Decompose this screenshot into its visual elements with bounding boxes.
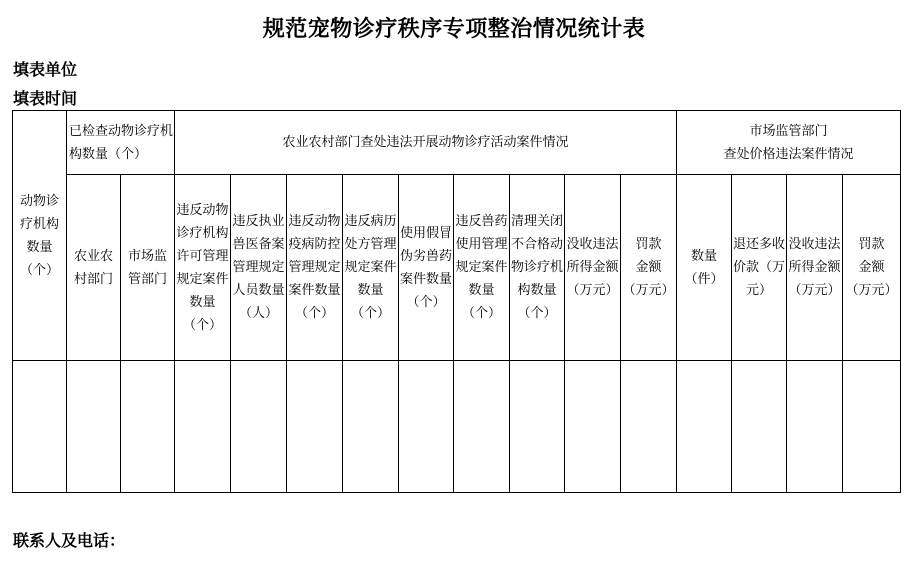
data-cell[interactable]: [67, 361, 121, 493]
header-agri-dept: 农业农村部门: [67, 175, 121, 361]
data-cell[interactable]: [843, 361, 901, 493]
data-cell[interactable]: [399, 361, 454, 493]
data-cell[interactable]: [287, 361, 343, 493]
header-market-cases-group: 市场监管部门 查处价格违法案件情况: [677, 111, 901, 175]
header-epidemic-control: 违反动物疫病防控管理规定案件数量（个）: [287, 175, 343, 361]
data-cell[interactable]: [732, 361, 787, 493]
filling-unit-label: 填表单位: [13, 60, 78, 79]
header-agri-fine: 罚款 金额 （万元）: [621, 175, 677, 361]
header-checked-clinics-group: 已检查动物诊疗机构数量（个）: [67, 111, 175, 175]
data-cell[interactable]: [343, 361, 399, 493]
header-fake-drugs: 使用假冒伪劣兽药案件数量（个）: [399, 175, 454, 361]
header-agri-cases-group: 农业农村部门查处违法开展动物诊疗活动案件情况: [175, 111, 677, 175]
header-vet-drug-use: 违反兽药使用管理规定案件数量（个）: [454, 175, 510, 361]
header-vet-registration: 违反执业兽医备案管理规定人员数量（人）: [231, 175, 287, 361]
header-market-dept: 市场监管部门: [121, 175, 175, 361]
data-cell[interactable]: [787, 361, 843, 493]
filling-time-label: 填表时间: [13, 89, 78, 108]
header-market-count: 数量 （件）: [677, 175, 732, 361]
data-cell[interactable]: [175, 361, 231, 493]
table-row: [13, 361, 901, 493]
data-cell[interactable]: [677, 361, 732, 493]
header-animal-clinic-count: 动物诊疗机构数量（个）: [13, 111, 67, 361]
data-cell[interactable]: [454, 361, 510, 493]
header-market-confiscated: 没收违法所得金额（万元）: [787, 175, 843, 361]
data-cell[interactable]: [565, 361, 621, 493]
header-refund: 退还多收价款（万元）: [732, 175, 787, 361]
data-cell[interactable]: [13, 361, 67, 493]
contact-label: 联系人及电话：: [13, 531, 126, 550]
data-cell[interactable]: [621, 361, 677, 493]
header-market-fine: 罚款 金额 （万元）: [843, 175, 901, 361]
header-license-violation: 违反动物诊疗机构许可管理规定案件数量（个）: [175, 175, 231, 361]
header-medical-record: 违反病历处方管理规定案件数量（个）: [343, 175, 399, 361]
statistics-table: [12, 110, 901, 493]
data-cell[interactable]: [231, 361, 287, 493]
header-closed-clinics: 清理关闭不合格动物诊疗机构数量（个）: [510, 175, 565, 361]
header-agri-confiscated: 没收违法所得金额（万元）: [565, 175, 621, 361]
data-cell[interactable]: [121, 361, 175, 493]
form-title: 规范宠物诊疗秩序专项整治情况统计表: [262, 16, 646, 42]
data-cell[interactable]: [510, 361, 565, 493]
